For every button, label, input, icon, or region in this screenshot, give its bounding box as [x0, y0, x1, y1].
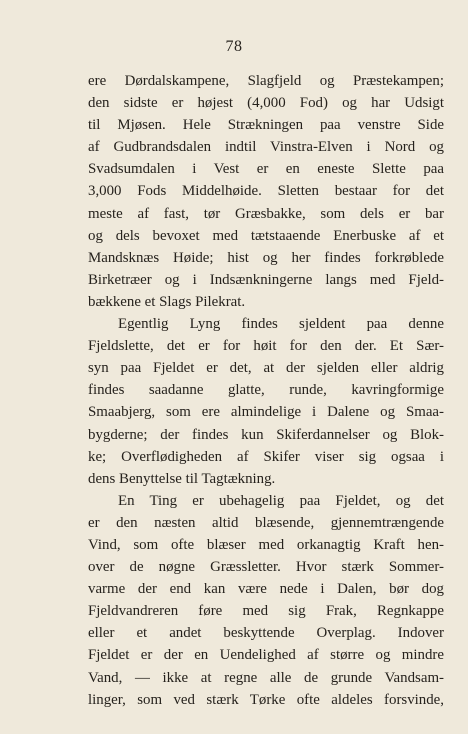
text-line: Fjeldet er der en Uendelighed af større og mindre [88, 647, 444, 664]
text-line: eller et andet beskyttende Overplag. Indover [88, 625, 444, 642]
text-line: 3,000 Fods Middelhøide. Sletten bestaar for det [88, 183, 444, 200]
text-line: Vand, — ikke at regne alle de grunde Vandsam- [88, 669, 444, 686]
text-line: Egentlig Lyng findes sjeldent paa denne [118, 316, 444, 333]
text-line: Smaabjerg, som ere almindelige i Dalene og Smaa- [88, 404, 444, 421]
text-line: findes saadanne glatte, runde, kavringformige [88, 382, 444, 399]
text-line: over de nøgne Græssletter. Hvor stærk Sommer- [88, 559, 444, 576]
text-line: er den næsten altid blæsende, gjennemtrængende [88, 514, 444, 531]
text-line: Vind, som ofte blæser med orkanagtig Kraft hen- [88, 536, 444, 553]
text-line: bygderne; der findes kun Skiferdannelser og Blok- [88, 426, 444, 443]
text-line: og dels bevoxet med tætstaaende Enerbuske af et [88, 227, 444, 244]
text-line: syn paa Fjeldet er det, at der sjelden eller aldrig [88, 360, 444, 377]
text-line: Svadsumdalen i Vest er en eneste Slette paa [88, 161, 444, 178]
text-line: til Mjøsen. Hele Strækningen paa venstre Side [88, 117, 444, 134]
text-line: meste af fast, tør Græsbakke, som dels er bar [88, 205, 444, 222]
text-line: den sidste er højest (4,000 Fod) og har Udsigt [88, 95, 444, 112]
text-line: Fjeldvandreren føre med sig Frak, Regnkappe [88, 603, 444, 620]
text-line: dens Benyttelse til Tagtækning. [88, 470, 276, 487]
page-number: 78 [225, 38, 243, 55]
text-line: bækkene et Slags Pilekrat. [88, 293, 246, 310]
text-line: ke; Overflødigheden af Skifer viser sig ogsaa i [88, 448, 444, 465]
text-line: varme der end kan være nede i Dalen, bør dog [88, 581, 444, 598]
text-line: Birketræer og i Indsænkningerne langs med Fjeld- [88, 271, 444, 288]
text-line: ere Dørdalskampene, Slagfjeld og Præstekampen; [88, 73, 444, 89]
text-line: linger, som ved stærk Tørke ofte aldeles forsvinde, [88, 691, 444, 708]
body-text [88, 70, 444, 711]
text-line: Mandsknæs Høide; hist og her findes forkrøblede [88, 249, 444, 266]
text-line: En Ting er ubehagelig paa Fjeldet, og det [118, 492, 444, 509]
text-line: af Gudbrandsdalen indtil Vinstra-Elven i Nord og [88, 139, 444, 156]
text-line: Fjeldslette, det er for høit for den der. Et Sær- [88, 338, 444, 355]
